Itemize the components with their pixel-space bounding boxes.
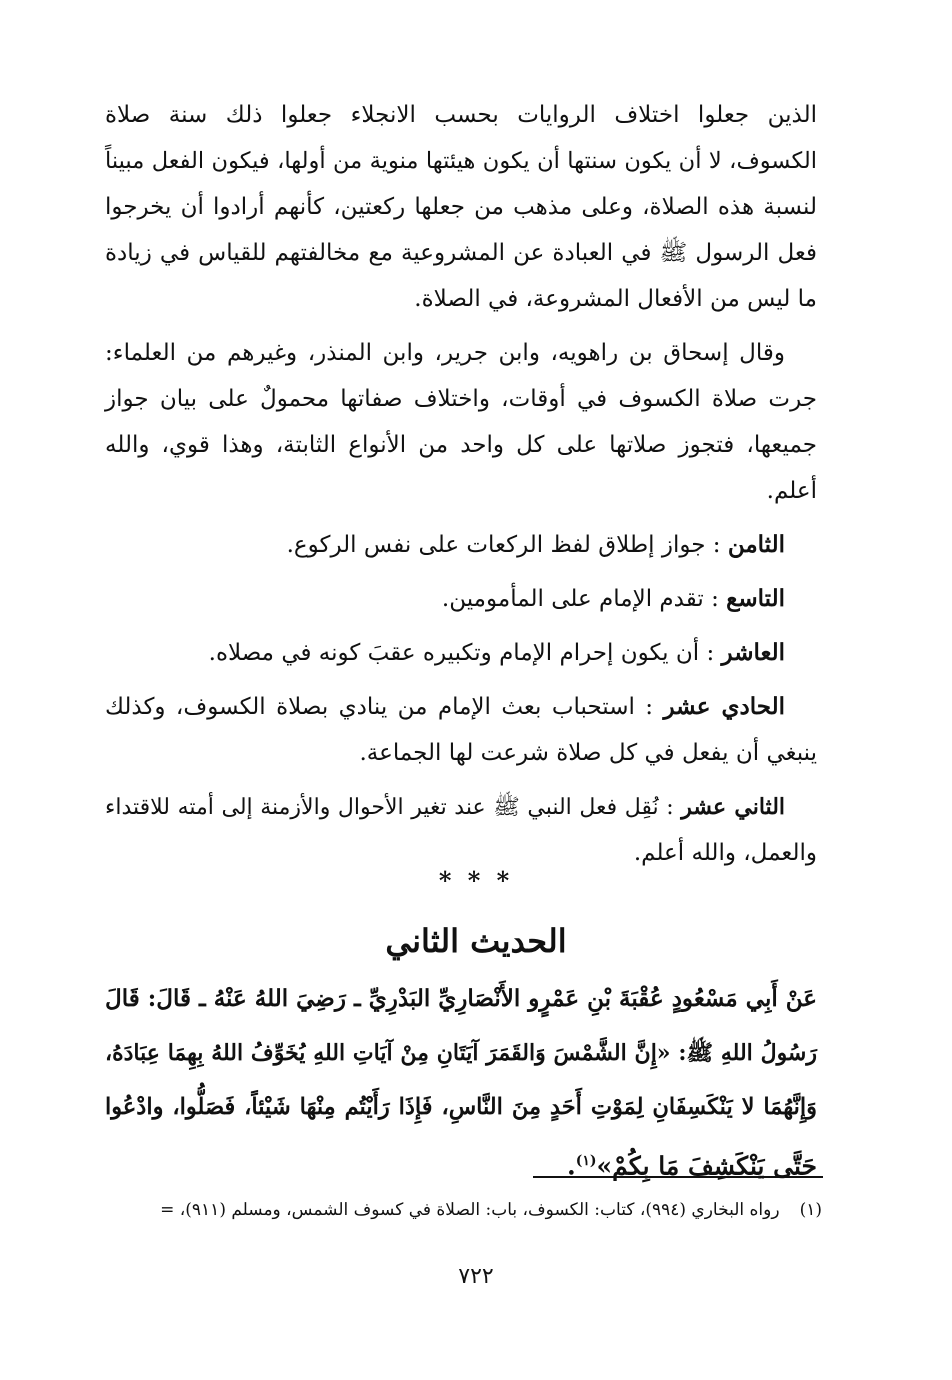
item-label: التاسع <box>726 585 785 612</box>
item-text: : أن يكون إحرام الإمام وتكبيره عقبَ كونه في مصلاه. <box>208 640 715 666</box>
section-separator: * * * <box>438 866 514 895</box>
item-tenth <box>105 630 817 676</box>
item-text: : نُقِل فعل النبي ﷺ عند تغير الأحوال والأزمنة إلى أمته للاقتداء <box>105 795 674 820</box>
hadith-line: وَإِنَّهُمَا لا يَنْكَسِفَانِ لِمَوْتِ أَحَدٍ مِنَ النَّاسِ، فَإِذَا رَأَيْتُم مِنْهَا شَيْئاً، فَصَلُّوا، وادْعُوا <box>105 1094 817 1120</box>
item-ninth <box>105 576 817 622</box>
hadith-end-mark: . <box>567 1151 576 1181</box>
footnote-reference[interactable]: (١) <box>575 1153 597 1169</box>
item-eighth <box>105 522 817 568</box>
item-label: الثامن <box>727 531 785 558</box>
paragraph-2 <box>105 330 817 514</box>
page-number: ٧٢٢ <box>458 1264 494 1289</box>
text-line: جميعها، فتجوز صلاتها على كل واحد من الأنواع الثابتة، وهذا قوي، والله <box>105 432 817 458</box>
text-line: ما ليس من الأفعال المشروعة، في الصلاة. <box>414 286 817 312</box>
hadith-line: رَسُولُ اللهِ ﷺ: «إِنَّ الشَّمْسَ وَالقَمَرَ آيَتَانِ مِنْ آيَاتِ اللهِ يُخَوِّفُ اللهُ بِهِمَا عِبَادَهُ، <box>105 1040 817 1066</box>
item-text: : تقدم الإمام على المأمومين. <box>441 586 719 612</box>
item-text: : جواز إطلاق لفظ الركعات على نفس الركوع. <box>286 532 721 558</box>
text-line: أعلم. <box>766 478 817 504</box>
hadith-line: حَتَّى يَنْكَشِفَ مَا بِكُمْ» <box>596 1151 817 1181</box>
footnote <box>105 1200 822 1220</box>
text-line: الكسوف، لا أن يكون سنتها أن يكون هيئتها منوية من أولها، فيكون الفعل مبيناً <box>105 148 817 174</box>
text-line: ينبغي أن يفعل في كل صلاة شرعت لها الجماعة. <box>359 740 817 766</box>
body-text <box>105 92 817 876</box>
footnote-marker: (١) <box>799 1200 822 1220</box>
item-label: العاشر <box>721 639 785 666</box>
text-line: فعل الرسول ﷺ في العبادة عن المشروعية مع مخالفتهم للقياس في زيادة <box>105 240 817 266</box>
text-line: لنسبة هذه الصلاة، وعلى مذهب من جعلها ركعتين، كأنهم أرادوا أن يخرجوا <box>105 194 817 220</box>
item-twelfth <box>105 784 817 876</box>
paragraph-1 <box>105 92 817 322</box>
footnote-divider <box>533 1176 823 1178</box>
text-line: جرت صلاة الكسوف في أوقات، واختلاف صفاتها محمولٌ على بيان جواز <box>105 386 817 412</box>
hadith-text <box>105 972 817 1188</box>
footnote-text: رواه البخاري (٩٩٤)، كتاب: الكسوف، باب: الصلاة في كسوف الشمس، ومسلم (٩١١)، = <box>160 1200 780 1220</box>
hadith-line: عَنْ أَبِي مَسْعُودٍ عُقْبَةَ بْنِ عَمْرٍو الأَنْصَارِيِّ البَدْرِيِّ ـ رَضِيَ اللهُ عَنْهُ ـ قَالَ: قَالَ <box>105 985 817 1012</box>
item-text: : استحباب بعث الإمام من ينادي بصلاة الكسوف، وكذلك <box>105 694 654 720</box>
item-label: الثاني عشر <box>681 794 786 820</box>
item-eleventh <box>105 684 817 776</box>
text-line: وقال إسحاق بن راهويه، وابن جرير، وابن المنذر، وغيرهم من العلماء: <box>105 340 785 366</box>
item-label: الحادي عشر <box>663 693 786 720</box>
text-line: الذين جعلوا اختلاف الروايات بحسب الانجلاء جعلوا ذلك سنة صلاة <box>105 102 817 128</box>
section-heading: الحديث الثاني <box>385 922 567 960</box>
text-line: والعمل، والله أعلم. <box>633 840 817 866</box>
